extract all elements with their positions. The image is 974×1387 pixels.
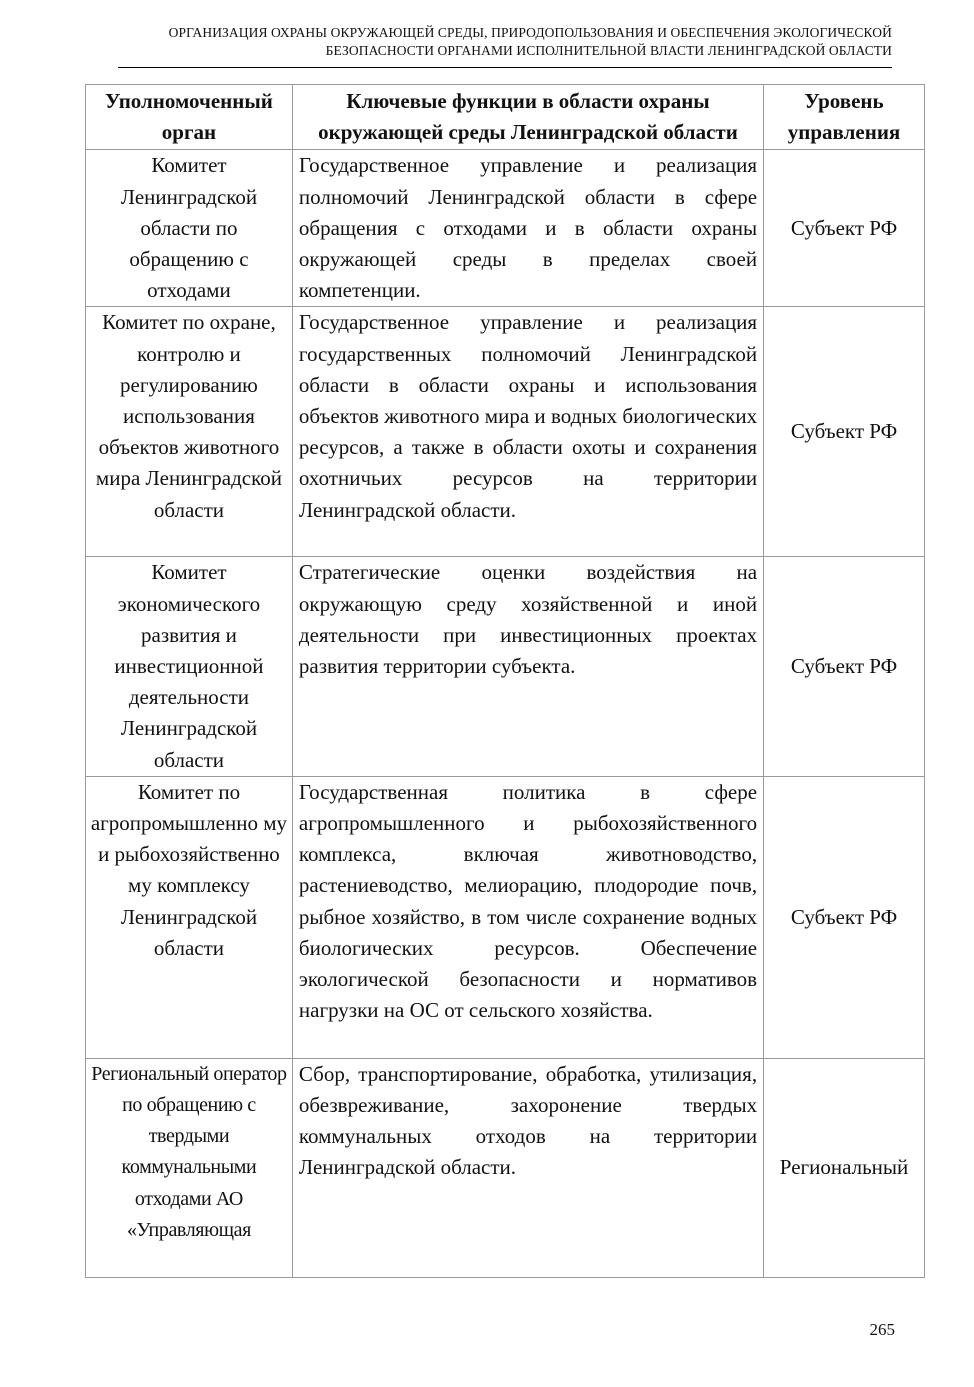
functions-cell: Сбор, транспортирование, обработка, утилизация, обезвреживание, захоронение твердых коммунальных отходов на территории Ленинградской области. xyxy=(292,1058,763,1277)
level-cell: Субъект РФ xyxy=(764,557,925,776)
level-cell: Региональный xyxy=(764,1058,925,1277)
table-header-row xyxy=(86,85,925,150)
column-header-authority: Уполномоченный орган xyxy=(86,85,293,150)
table-row xyxy=(86,307,925,557)
page-number: 265 xyxy=(869,1320,895,1339)
column-header-functions: Ключевые функции в области охраны окружающей среды Ленинградской области xyxy=(292,85,763,150)
functions-cell: Государственная политика в сфере агропромышленного и рыбохозяйственного комплекса, включая животноводство, растениеводство, мелиорацию, плодородие почв, рыбное хозяйство, в том числе сохранение водных биологических ресурсов. Обеспечение экологической безопасности и нормативов нагрузки на ОС от сельского хозяйства. xyxy=(292,776,763,1058)
authority-cell: Региональный оператор по обращению с твердыми коммунальными отходами АО «Управляющая xyxy=(86,1058,293,1277)
authority-cell: Комитет по охране, контролю и регулированию использования объектов животного мира Ленинградской области xyxy=(86,307,293,557)
functions-cell: Государственное управление и реализация полномочий Ленинградской области в сфере обращения с отходами и в области охраны окружающей среды в пределах своей компетенции. xyxy=(292,150,763,307)
running-header xyxy=(100,24,892,60)
running-header-line-1: ОРГАНИЗАЦИЯ ОХРАНЫ ОКРУЖАЮЩЕЙ СРЕДЫ, ПРИРОДОПОЛЬЗОВАНИЯ И ОБЕСПЕЧЕНИЯ ЭКОЛОГИЧЕСКОЙ xyxy=(168,25,892,40)
level-cell: Субъект РФ xyxy=(764,307,925,557)
header-rule xyxy=(118,67,892,68)
table-row xyxy=(86,557,925,776)
authority-cell: Комитет по агропромышленно му и рыбохозяйственно му комплексу Ленинградской области xyxy=(86,776,293,1058)
functions-cell: Стратегические оценки воздействия на окружающую среду хозяйственной и иной деятельности при инвестиционных проектах развития территории субъекта. xyxy=(292,557,763,776)
running-header-line-2: БЕЗОПАСНОСТИ ОРГАНАМИ ИСПОЛНИТЕЛЬНОЙ ВЛАСТИ ЛЕНИНГРАДСКОЙ ОБЛАСТИ xyxy=(325,43,892,58)
authorities-table xyxy=(85,84,925,1278)
level-cell: Субъект РФ xyxy=(764,776,925,1058)
authority-cell: Комитет экономического развития и инвестиционной деятельности Ленинградской области xyxy=(86,557,293,776)
table-row xyxy=(86,776,925,1058)
column-header-level: Уровень управления xyxy=(764,85,925,150)
table-row xyxy=(86,1058,925,1277)
authority-cell: Комитет Ленинградской области по обращению с отходами xyxy=(86,150,293,307)
level-cell: Субъект РФ xyxy=(764,150,925,307)
table-row xyxy=(86,150,925,307)
functions-cell: Государственное управление и реализация государственных полномочий Ленинградской области в области охраны и использования объектов животного мира и водных биологических ресурсов, а также в области охоты и сохранения охотничьих ресурсов на территории Ленинградской области. xyxy=(292,307,763,557)
